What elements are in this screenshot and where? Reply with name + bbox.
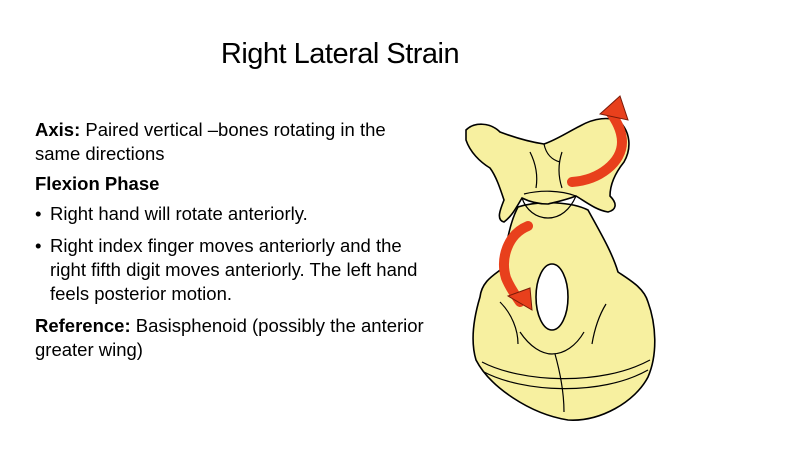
bullet-dot: • [35, 235, 42, 256]
bullet-text: Right index finger moves anteriorly and the right fifth digit moves anteriorly. The left hand feels posterior motion. [50, 235, 418, 304]
reference-label: Reference: [35, 315, 131, 336]
bullet-text: Right hand will rotate anteriorly. [50, 203, 308, 224]
axis-label: Axis: [35, 119, 81, 140]
reference-paragraph [35, 314, 425, 362]
bullet-item [35, 202, 425, 226]
slide-title: Right Lateral Strain [220, 38, 460, 70]
bullet-list [35, 202, 425, 306]
bullet-dot: • [35, 203, 42, 224]
axis-text: Paired vertical –bones rotating in the same directions [35, 119, 386, 164]
occiput-bone-icon [473, 203, 655, 420]
flexion-phase-heading: Flexion Phase [35, 173, 160, 194]
slide-body [35, 118, 425, 368]
axis-paragraph [35, 118, 425, 166]
sphenoid-occiput-illustration [460, 92, 660, 422]
bullet-item [35, 234, 425, 306]
reference-text: Basisphenoid (possibly the anterior greater wing) [35, 315, 424, 360]
